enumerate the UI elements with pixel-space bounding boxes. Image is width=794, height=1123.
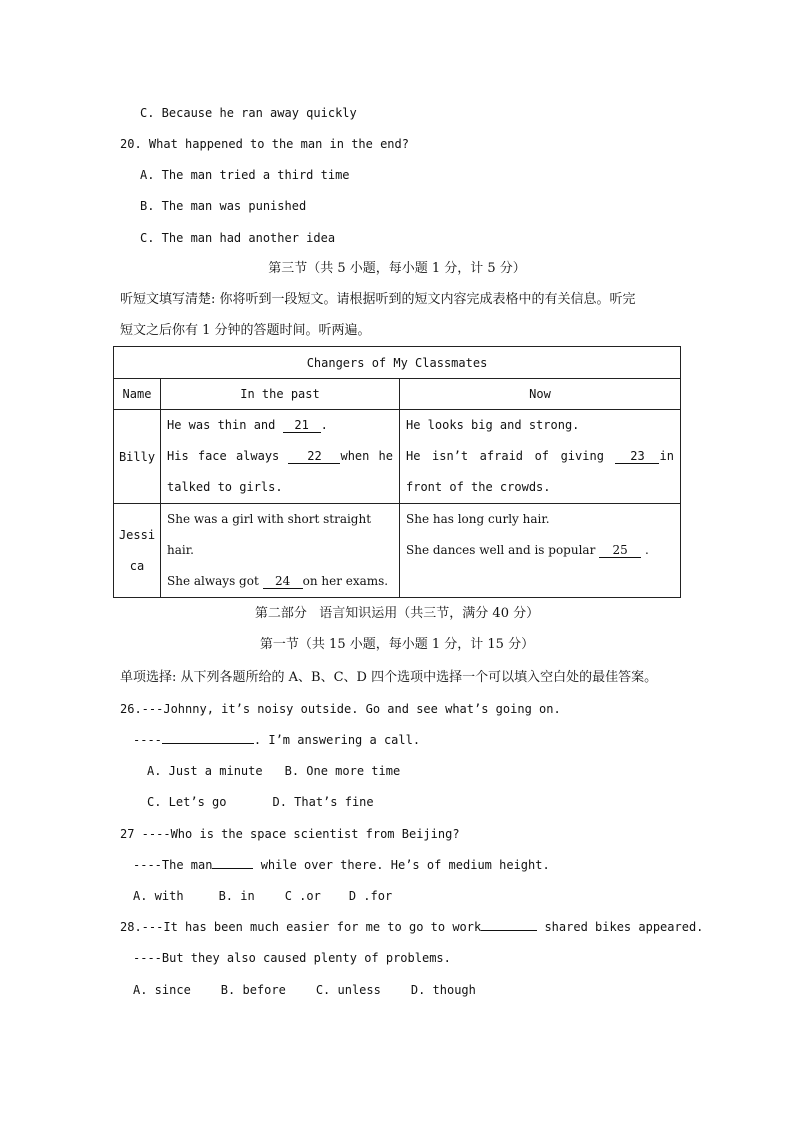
q19-option-c: C. Because he ran away quickly xyxy=(140,106,357,120)
q28-blank xyxy=(481,930,537,931)
q20-option-a: A. The man tried a third time xyxy=(140,168,350,182)
billy-past: He was thin and 21 . His face always 22 when he talked to girls. xyxy=(161,410,400,504)
jessica-name: Jessi ca xyxy=(114,504,161,598)
blank-25: 25 xyxy=(599,543,641,558)
q26-option-a: A. Just a minute xyxy=(147,764,263,778)
q20-question: 20. What happened to the man in the end? xyxy=(120,137,409,151)
jessica-now: She has long curly hair. She dances well and is popular 25 . xyxy=(400,504,681,598)
blank-22: 22 xyxy=(288,449,340,464)
q20-option-b: B. The man was punished xyxy=(140,199,307,213)
table-row xyxy=(114,504,681,598)
part2-instruction: 单项选择: 从下列各题所给的 A、B、C、D 四个选项中选择一个可以填入空白处的最佳答案。 xyxy=(120,670,658,685)
table-row xyxy=(114,410,681,504)
q27-blank xyxy=(212,868,253,869)
q26-blank xyxy=(162,743,254,744)
header-now: Now xyxy=(400,379,681,410)
q26-option-c: C. Let’s go xyxy=(147,795,227,809)
header-past: In the past xyxy=(161,379,400,410)
header-name: Name xyxy=(114,379,161,410)
q26-line2: ---- . I’m answering a call. xyxy=(133,733,421,747)
q26-option-b: B. One more time xyxy=(284,764,401,778)
billy-name: Billy xyxy=(114,410,161,504)
q26-options-ab xyxy=(147,763,400,779)
q26-option-d: D. That’s fine xyxy=(272,795,374,809)
q27-option-b: B. in xyxy=(218,889,255,903)
q28-options xyxy=(133,982,476,998)
q27-option-c: C .or xyxy=(284,889,321,903)
jessica-past: She was a girl with short straight hair. She always got 24 on her exams. xyxy=(161,504,400,598)
section3-instruction-line1: 听短文填写清楚: 你将听到一段短文。请根据听到的短文内容完成表格中的有关信息。听完 xyxy=(120,292,636,307)
table-title: Changers of My Classmates xyxy=(114,347,681,379)
q20-option-c: C. The man had another idea xyxy=(140,231,336,245)
part2-section1-heading: 第一节（共 15 小题，每小题 1 分，计 15 分） xyxy=(259,637,535,652)
part2-heading: 第二部分 语言知识运用（共三节，满分 40 分） xyxy=(254,606,540,621)
blank-21: 21 xyxy=(283,418,321,433)
q28-line2: ----But they also caused plenty of problems. xyxy=(133,951,451,965)
q27-option-d: D .for xyxy=(348,889,393,903)
section3-instruction-line2: 短文之后你有 1 分钟的答题时间。听两遍。 xyxy=(120,323,371,338)
blank-23: 23 xyxy=(615,449,659,464)
q27-line1: 27 ----Who is the space scientist from Beijing? xyxy=(120,827,460,841)
q27-options xyxy=(133,888,392,904)
q27-line2: ----The man while over there. He’s of medium height. xyxy=(133,858,550,872)
q26-line1: 26.---Johnny, it’s noisy outside. Go and see what’s going on. xyxy=(120,702,561,716)
classmates-table xyxy=(113,346,681,598)
billy-now: He looks big and strong. He isn’t afraid of giving 23 in front of the crowds. xyxy=(400,410,681,504)
q28-line1: 28.---It has been much easier for me to go to work shared bikes appeared. xyxy=(120,920,704,934)
section3-heading: 第三节（共 5 小题，每小题 1 分，计 5 分） xyxy=(268,261,526,276)
q28-option-d: D. though xyxy=(410,983,476,997)
q28-option-a: A. since xyxy=(133,983,191,997)
q27-option-a: A. with xyxy=(133,889,184,903)
blank-24: 24 xyxy=(263,574,303,589)
q28-option-b: B. before xyxy=(220,983,286,997)
q28-option-c: C. unless xyxy=(315,983,381,997)
q26-options-cd xyxy=(147,794,374,810)
